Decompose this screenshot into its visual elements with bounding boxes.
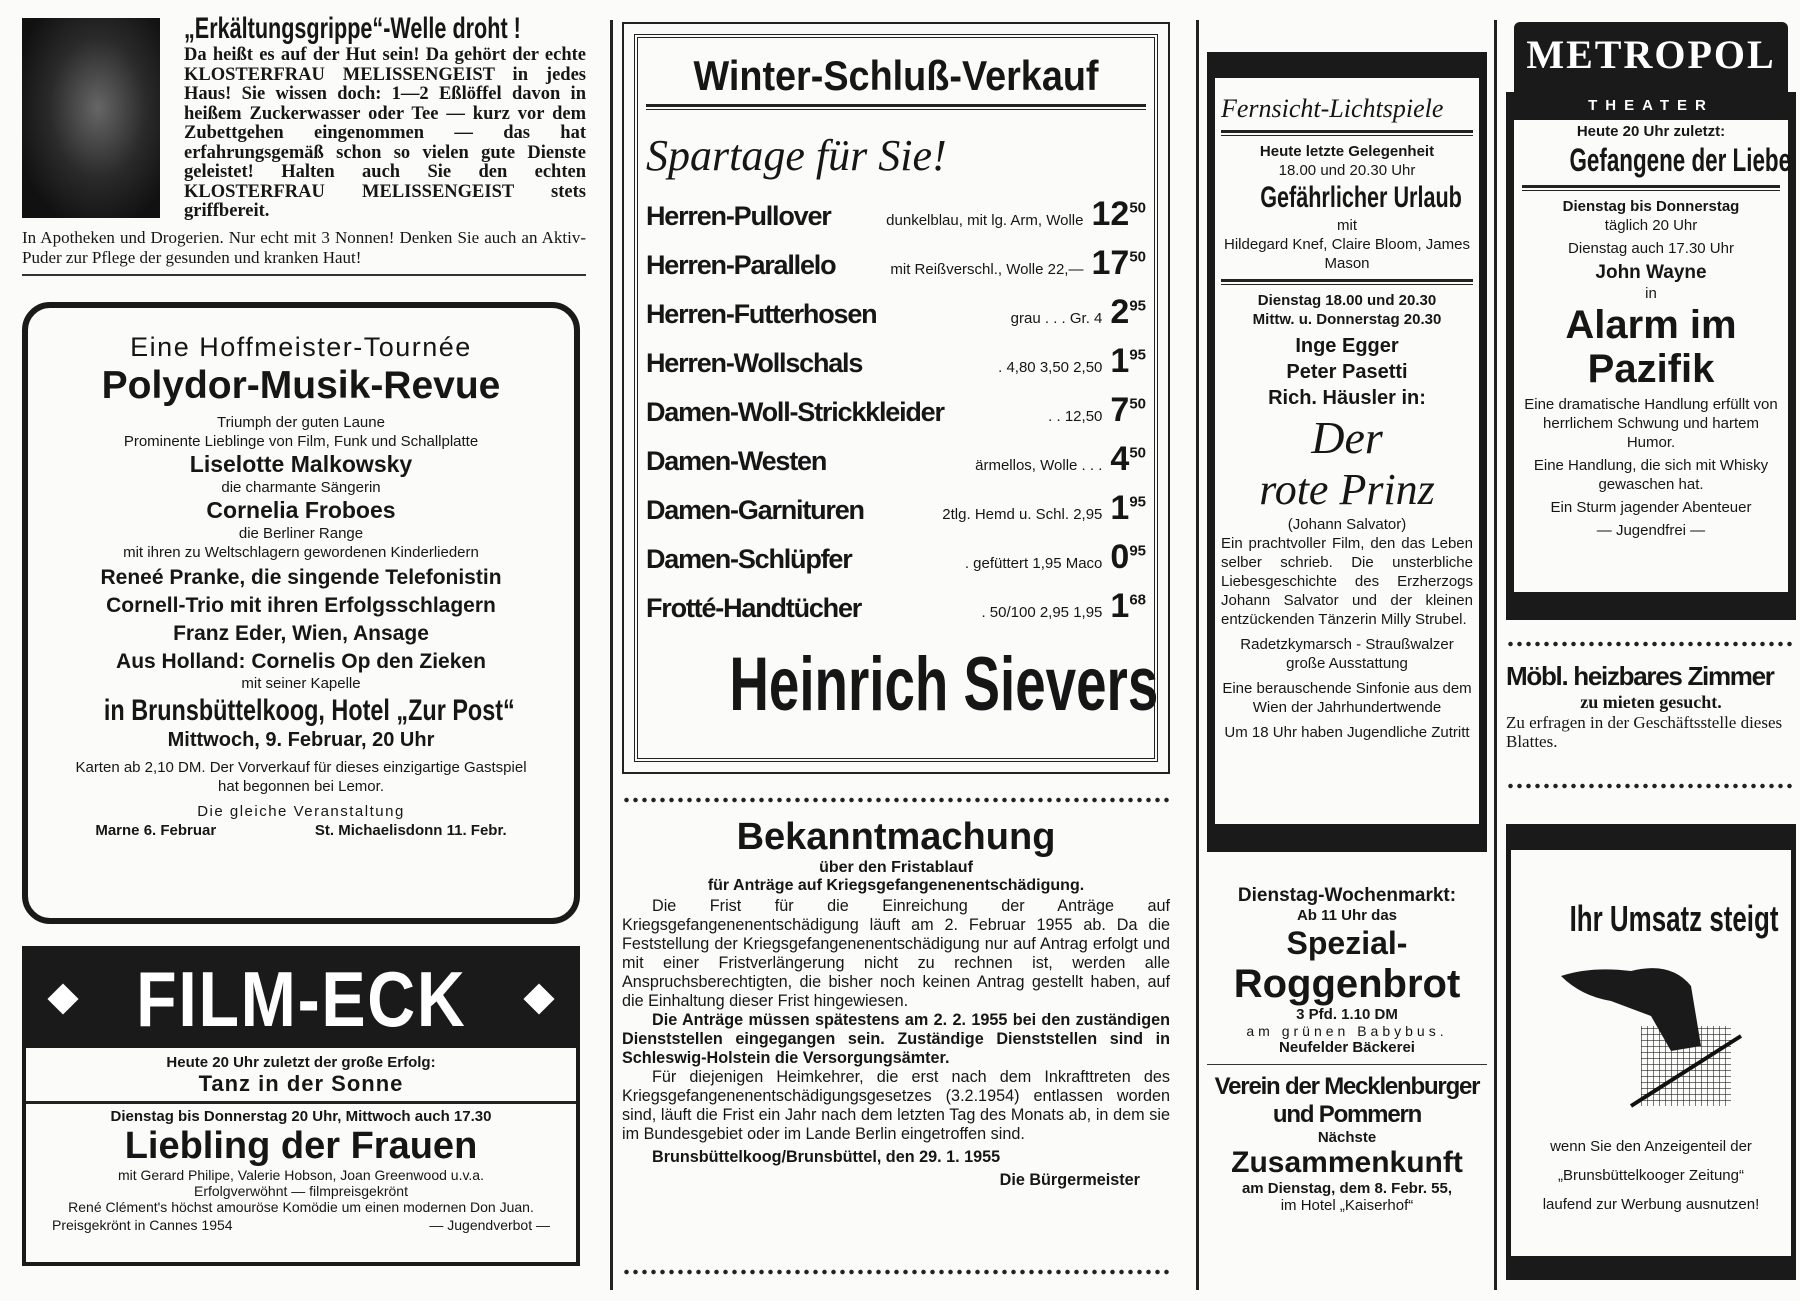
advertising-ad (1506, 824, 1796, 1280)
item-description: . 4,80 3,50 2,50 (998, 359, 1103, 376)
sale-title: Winter-Schluß-Verkauf (693, 52, 1099, 99)
text-line: Zusammenkunft (1231, 1146, 1463, 1179)
text-line: (Johann Salvator) (1287, 516, 1407, 533)
item-description: . . 12,50 (1048, 408, 1103, 425)
column-rule (610, 20, 613, 1290)
hand-drawing-chart-icon (1551, 956, 1751, 1116)
dotted-rule (622, 796, 1170, 804)
polydor-revue-ad (22, 302, 580, 924)
diamond-icon (47, 983, 78, 1014)
sale-item (646, 293, 1146, 342)
text-line: Eine dramatische Handlung erfüllt von herrlichem Schwung und hartem Humor. (1524, 396, 1778, 451)
film-title: Alarm im Pazifik (1565, 303, 1737, 391)
text-line: die Berliner Range (238, 525, 364, 542)
text-line: im Hotel „Kaiserhof“ (1280, 1197, 1414, 1214)
item-description: mit Reißverschl., Wolle 22,— (890, 261, 1084, 278)
divider (22, 274, 586, 276)
sale-item (646, 538, 1146, 587)
room-wanted-ad (1506, 660, 1796, 751)
film-title: rote Prinz (1259, 465, 1435, 514)
notice-date: Brunsbüttelkoog/Brunsbüttel, den 29. 1. 1955 (652, 1148, 1001, 1166)
film-title: Liebling der Frauen (124, 1125, 478, 1167)
notice-title: Bekanntmachung (736, 816, 1056, 858)
notice-subtitle: für Anträge auf Kriegsgefangenenentschädigung. (707, 877, 1085, 894)
artist-name: Liselotte Malkowsky (189, 451, 413, 477)
price: 3 Pfd. 1.10 DM (1296, 1006, 1398, 1023)
item-description: dunkelblau, mit lg. Arm, Wolle (886, 212, 1084, 229)
text-line: täglich 20 Uhr (1604, 217, 1698, 234)
text-line: Hildegard Knef, Claire Bloom, James Mason (1224, 236, 1470, 272)
ad-body: wenn Sie den Anzeigenteil der „Brunsbüttelkooger Zeitung“ laufend zur Werbung ausnutzen! (1542, 1138, 1760, 1213)
text-line: Prominente Lieblinge von Film, Funk und Schallplatte (123, 433, 479, 450)
item-price: $2^{95}$ (1110, 293, 1146, 331)
text-line: Ein Sturm jagender Abenteuer (1550, 499, 1752, 516)
film-title: Gefangene der Liebe (1569, 142, 1792, 178)
text-line: mit ihren zu Weltschlagern gewordenen Kinderliedern (123, 544, 479, 561)
artist-name: Aus Holland: Cornelis Op den Zieken (116, 650, 486, 673)
column-rule (1494, 20, 1497, 1290)
text-line: Eine Handlung, die sich mit Whisky gewaschen hat. (1533, 457, 1769, 493)
product-name: Spezial- (1286, 925, 1408, 961)
artist-name: Cornelia Froboes (206, 497, 396, 523)
actor-name: Rich. Häusler in: (1268, 387, 1426, 409)
text-line: Dienstag bis Donnerstag (1562, 198, 1740, 215)
text-line: Heute 20 Uhr zuletzt der große Erfolg: (166, 1054, 436, 1071)
cinema-name: FILM-ECK (135, 954, 467, 1043)
text-line: Eine berauschende Sinfonie aus dem Wien der Jahrhundertwende (1222, 680, 1472, 716)
metropol-theater-ad (1506, 22, 1796, 594)
artist-name: Reneé Pranke, die singende Telefonistin (100, 566, 502, 589)
item-price: $0^{95}$ (1110, 538, 1146, 576)
film-title: Der (1311, 412, 1383, 463)
official-notice (622, 816, 1170, 1190)
other-date: St. Michaelisdonn 11. Febr. (314, 822, 507, 839)
text-line: in (1645, 285, 1657, 302)
notice-subtitle: über den Fristablauf (819, 859, 973, 876)
ad-footer: In Apotheken und Drogerien. Nur echt mit 3 Nonnen! Denken Sie auch an Aktiv-Puder zur Pflege der gesunden und kranken Haut! (22, 227, 586, 267)
ad-title: Ihr Umsatz steigt (1569, 898, 1779, 939)
item-description: . 50/100 2,95 1,95 (981, 604, 1103, 621)
ad-body: Da heißt es auf der Hut sein! Da gehört der echte KLOSTERFRAU MELISSENGEIST in jedes Haus! Sie wissen doch: 1—2 Eßlöffel davon in heißem Zuckerwasser oder Tee — kurz vor dem Zubettgehen eingenommen — das hat erfahrungsgemäß schon so vielen gute Dienste geleistet! Halten auch Sie den echten KLOSTERFRAU MELISSENGEIST stets griffbereit. (184, 45, 586, 221)
revue-title: Polydor-Musik-Revue (101, 364, 501, 407)
man-in-hat-photo (22, 18, 160, 218)
text-line: Erfolgverwöhnt — filmpreisgekrönt (194, 1183, 408, 1199)
theater-name: METROPOL (1514, 22, 1788, 92)
item-name: Damen-Westen (646, 446, 827, 476)
text-line: — Jugendverbot — (429, 1217, 550, 1233)
film-title: Gefährlicher Urlaub (1260, 181, 1462, 214)
text-line: Dienstag bis Donnerstag 20 Uhr, Mittwoch auch 17.30 (110, 1108, 492, 1125)
sale-item (646, 489, 1146, 538)
tour-title: Eine Hoffmeister-Tournée (130, 332, 472, 362)
ad-headline: „Erkältungsgrippe“-Welle droht ! (184, 12, 521, 45)
club-name: Verein der Mecklenburger und Pommern (1214, 1073, 1480, 1128)
text-line: Um 18 Uhr haben Jugendliche Zutritt (1224, 724, 1470, 741)
column-rule (1196, 20, 1199, 1290)
text-line: Nächste (1317, 1129, 1377, 1146)
ticket-info: Karten ab 2,10 DM. Der Vorverkauf für dieses einzigartige Gastspiel hat begonnen bei Lemor. (75, 759, 527, 795)
ad-title: Möbl. heizbares Zimmer (1506, 661, 1774, 691)
item-price: $1^{95}$ (1110, 489, 1146, 527)
text-line: Die gleiche Veranstaltung (197, 803, 405, 820)
sale-item (646, 342, 1146, 391)
artist-name: Franz Eder, Wien, Ansage (173, 622, 429, 645)
text-line: Preisgekrönt in Cannes 1954 (52, 1217, 233, 1233)
theater-sub: THEATER (1506, 92, 1796, 120)
text-line: am grünen Babybus. (1246, 1023, 1448, 1039)
item-price: $17^{50}$ (1091, 244, 1146, 282)
actor-name: John Wayne (1595, 262, 1707, 283)
dotted-rule (1506, 640, 1792, 648)
store-name: Heinrich Sievers (729, 642, 1159, 727)
text-line: die charmante Sängerin (221, 479, 381, 496)
other-date: Marne 6. Februar (95, 822, 217, 839)
notice-paragraph: Die Frist für die Einreichung der Anträge auf Kriegsgefangenenentschädigung läuft am 2. Februar 1955 ab. Da die Feststellung der Kriegsgefangenenentschädigung nur auf Antrag erfolgt und mit einer Fristverlängerung nicht zu rechnen ist, werden alle Anspruchsberechtigten, die bisher noch keinen Antrag gestellt haben, auf die Einhaltung dieser Frist hingewiesen. (622, 897, 1170, 1010)
text-line: mit Gerard Philipe, Valerie Hobson, Joan Greenwood u.v.a. (117, 1167, 484, 1183)
text-line: René Clément's höchst amouröse Komödie um einen modernen Don Juan. (68, 1199, 534, 1215)
bakery-name: Neufelder Bäckerei (1279, 1039, 1415, 1056)
item-price: $7^{50}$ (1110, 391, 1146, 429)
actor-name: Inge Egger (1295, 335, 1399, 357)
notice-paragraph: Die Anträge müssen spätestens am 2. 2. 1955 bei den zuständigen Dienststellen eingegangen sein. Zuständige Dienststellen sind in Schleswig-Holstein die Versorgungsämter. (622, 1011, 1170, 1067)
venue: in Brunsbüttelkoog, Hotel „Zur Post“ (103, 694, 515, 727)
text-line: 18.00 und 20.30 Uhr (1278, 162, 1416, 179)
sale-item (646, 244, 1146, 293)
item-name: Herren-Wollschals (646, 348, 863, 378)
dotted-rule (622, 1268, 1170, 1276)
divider (646, 104, 1146, 110)
sale-item (646, 195, 1146, 244)
fernsicht-cinema-ad (1207, 52, 1487, 852)
text-line: — Jugendfrei — (1596, 522, 1706, 539)
cinema-logo: Fernsicht-Lichtspiele (1221, 94, 1444, 123)
sale-item (646, 391, 1146, 440)
text-line: zu mieten gesucht. (1580, 692, 1722, 712)
text-line: Heute letzte Gelegenheit (1259, 143, 1435, 160)
item-price: $1^{68}$ (1110, 587, 1146, 625)
artist-name: Cornell-Trio mit ihren Erfolgsschlagern (106, 594, 496, 617)
text-line: Heute 20 Uhr zuletzt: (1576, 123, 1726, 140)
text-line: am Dienstag, dem 8. Febr. 55, (1241, 1180, 1453, 1197)
notice-paragraph: Für diejenigen Heimkehrer, die erst nach dem Inkrafttreten des Kriegsgefangenenentschädigungsgesetzes (3.2.1954) entlassen worden sind, läuft die Frist ein Jahr nach dem letzten Tag des Monats ab, in dem sie im Bundesgebiet oder im Lande Berlin eingetroffen sind. (622, 1068, 1170, 1143)
text-line: Dienstag auch 17.30 Uhr (1568, 240, 1734, 257)
film-title: Tanz in der Sonne (198, 1071, 404, 1096)
product-name: Roggenbrot (1233, 962, 1461, 1006)
text-line: mit (1337, 217, 1357, 234)
text-line: Dienstag 18.00 und 20.30 (1257, 292, 1437, 309)
item-description: grau . . . Gr. 4 (1010, 310, 1103, 327)
item-name: Herren-Pullover (646, 201, 831, 231)
item-description: ärmellos, Wolle . . . (975, 457, 1103, 474)
item-name: Frotté-Handtücher (646, 593, 862, 623)
text-line: mit seiner Kapelle (241, 675, 361, 692)
actor-name: Peter Pasetti (1286, 361, 1408, 383)
event-date: Mittwoch, 9. Februar, 20 Uhr (167, 729, 435, 751)
item-price: $4^{50}$ (1110, 440, 1146, 478)
film-description: Ein prachtvoller Film, den das Leben selber schrieb. Die unsterbliche Liebesgeschichte des Erzherzogs Johann Salvator und der kleinen entzückenden Tänzerin Milly Strubel. (1221, 535, 1473, 628)
item-price: $1^{95}$ (1110, 342, 1146, 380)
text-line: Zu erfragen in der Geschäftsstelle dieses Blattes. (1506, 713, 1783, 751)
item-name: Herren-Parallelo (646, 250, 836, 280)
item-name: Damen-Schlüpfer (646, 544, 852, 574)
item-description: 2tlg. Hemd u. Schl. 2,95 (942, 506, 1103, 523)
item-name: Damen-Garnituren (646, 495, 864, 525)
item-description: . gefüttert 1,95 Maco (964, 555, 1103, 572)
film-eck-ad (22, 946, 580, 1266)
sale-item (646, 587, 1146, 636)
text-line: Triumph der guten Laune (217, 414, 385, 431)
text-line: Mittw. u. Donnerstag 20.30 (1252, 311, 1442, 328)
sale-subtitle: Spartage für Sie! (646, 131, 947, 180)
klosterfrau-ad (22, 12, 586, 276)
dotted-rule (1506, 782, 1792, 790)
text-line: Radetzkymarsch - Straußwalzer große Ausstattung (1240, 636, 1454, 672)
text-line: Ab 11 Uhr das (1296, 907, 1398, 924)
diamond-icon (523, 983, 554, 1014)
item-name: Damen-Woll-Strickkleider (646, 397, 944, 427)
text-line: Dienstag-Wochenmarkt: (1237, 885, 1457, 906)
item-name: Herren-Futterhosen (646, 299, 877, 329)
wochenmarkt-ad (1207, 885, 1487, 1214)
notice-signature: Die Bürgermeister (999, 1171, 1140, 1189)
winter-sale-ad (622, 22, 1170, 774)
sale-item (646, 440, 1146, 489)
item-price: $12^{50}$ (1091, 195, 1146, 233)
